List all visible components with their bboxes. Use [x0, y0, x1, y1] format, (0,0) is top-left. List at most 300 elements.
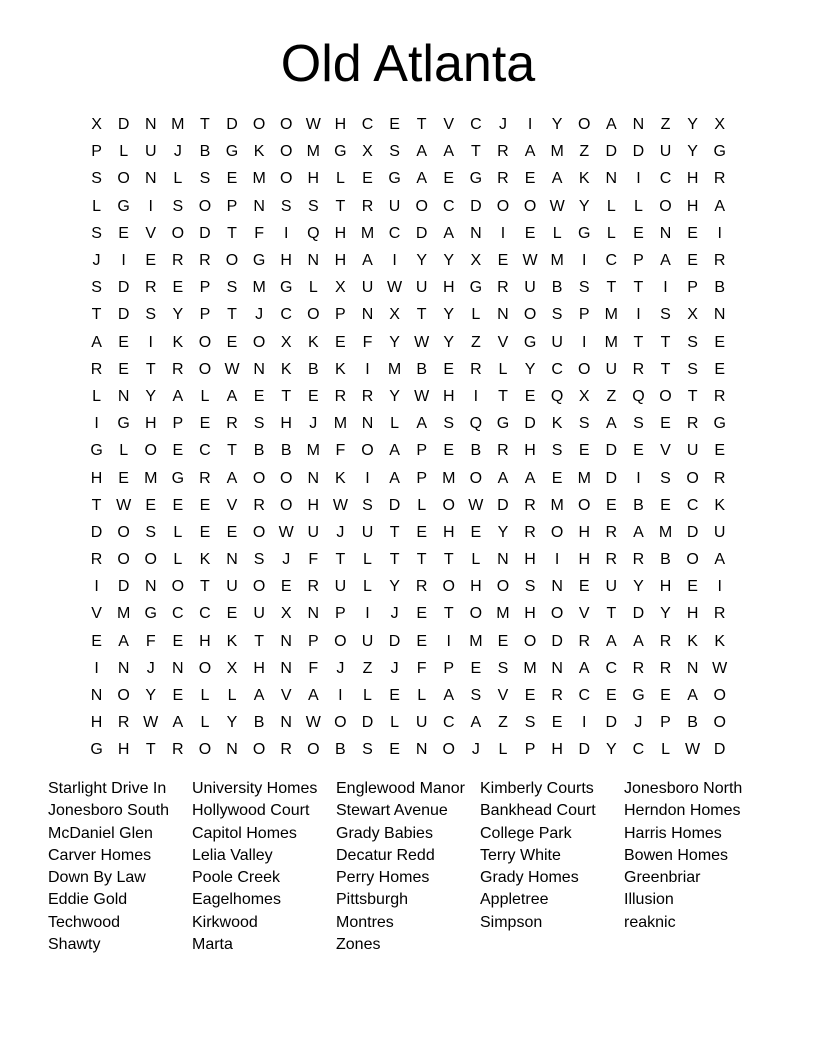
grid-letter: E [605, 496, 617, 514]
grid-letter: I [527, 116, 533, 134]
grid-letter: G [632, 687, 645, 705]
grid-letter: D [226, 116, 238, 134]
grid-letter: T [335, 197, 346, 215]
grid-letter: N [226, 741, 238, 759]
grid-letter: S [578, 415, 590, 433]
grid-letter: E [443, 442, 455, 460]
grid-letter: A [605, 116, 617, 134]
grid-letter: L [363, 687, 372, 705]
grid-letter: S [470, 687, 482, 705]
grid-letter: E [443, 170, 455, 188]
word-list-item: Eagelhomes [192, 891, 281, 909]
grid-letter: E [578, 578, 590, 596]
grid-letter: L [390, 415, 400, 433]
grid-letter: J [255, 306, 264, 324]
grid-letter: O [496, 197, 510, 215]
grid-letter: T [470, 143, 481, 161]
grid-row [83, 492, 733, 519]
grid-letter: Y [687, 143, 698, 161]
grid-row [83, 410, 733, 437]
grid-letter: G [171, 469, 185, 487]
grid-letter: M [360, 224, 375, 242]
grid-letter: G [469, 170, 483, 188]
grid-letter: S [687, 360, 698, 378]
grid-letter: C [686, 496, 699, 514]
grid-letter: M [550, 252, 564, 270]
grid-letter: D [497, 496, 509, 514]
grid-letter: X [687, 306, 698, 324]
grid-letter: P [687, 279, 698, 297]
grid-letter: S [280, 197, 292, 215]
grid-letter: N [253, 197, 265, 215]
grid-letter: W [549, 197, 565, 215]
grid-letter: E [118, 333, 129, 351]
grid-letter: I [663, 279, 668, 297]
grid-letter: T [335, 551, 346, 569]
grid-letter: N [551, 659, 563, 677]
grid-letter: E [226, 333, 238, 351]
grid-letter: W [414, 333, 430, 351]
word-list-item: Decatur Redd [336, 846, 435, 864]
grid-letter: P [199, 306, 211, 324]
grid-letter: S [524, 714, 536, 732]
grid-letter: T [389, 523, 400, 541]
grid-letter: K [335, 360, 346, 378]
word-list-item: University Homes [192, 780, 318, 797]
grid-letter: T [443, 551, 454, 569]
word-column [336, 778, 480, 956]
grid-letter: S [524, 578, 536, 596]
grid-letter: D [713, 741, 726, 759]
grid-letter: R [632, 551, 645, 569]
grid-letter: E [687, 224, 698, 242]
grid-letter: K [551, 415, 563, 433]
grid-letter: G [90, 442, 103, 460]
grid-letter: L [363, 551, 372, 569]
grid-letter: O [307, 741, 320, 759]
grid-letter: E [118, 224, 129, 242]
grid-letter: C [172, 605, 184, 623]
grid-letter: Z [362, 659, 373, 677]
grid-letter: H [307, 496, 320, 514]
grid-letter: Y [389, 578, 400, 596]
grid-letter: E [660, 496, 671, 514]
word-list-item: reaknic [624, 913, 676, 931]
grid-letter: W [414, 387, 430, 405]
grid-letter: L [417, 687, 427, 705]
grid-letter: Y [443, 306, 455, 324]
grid-letter: M [604, 306, 618, 324]
grid-letter: C [442, 714, 455, 732]
grid-letter: X [226, 659, 238, 677]
grid-letter: U [334, 578, 347, 596]
word-list-item: Bankhead Court [480, 802, 596, 820]
grid-letter: I [500, 224, 506, 242]
grid-letter: J [92, 252, 101, 270]
grid-letter: N [415, 741, 428, 759]
grid-letter: W [278, 523, 294, 541]
grid-letter: O [334, 632, 347, 650]
grid-letter: A [714, 197, 726, 215]
grid-letter: T [687, 387, 698, 405]
grid-letter: B [714, 279, 726, 297]
grid-letter: H [280, 252, 292, 270]
grid-letter: E [199, 523, 211, 541]
grid-letter: X [714, 116, 726, 134]
grid-letter: S [253, 415, 265, 433]
grid-letter: N [632, 116, 645, 134]
grid-letter: R [470, 360, 482, 378]
grid-row [83, 709, 733, 736]
grid-letter: E [524, 687, 536, 705]
grid-letter: I [582, 714, 587, 732]
grid-letter: B [470, 442, 482, 460]
grid-letter: F [416, 659, 427, 677]
grid-letter: K [714, 496, 726, 514]
grid-letter: H [686, 605, 699, 623]
grid-letter: A [524, 143, 536, 161]
grid-letter: D [199, 224, 211, 242]
grid-letter: S [253, 551, 265, 569]
grid-letter: F [145, 632, 156, 650]
grid-letter: B [660, 551, 671, 569]
grid-letter: H [524, 551, 536, 569]
grid-letter: M [496, 605, 510, 623]
grid-letter: I [148, 197, 153, 215]
grid-letter: J [336, 659, 345, 677]
grid-letter: T [606, 279, 617, 297]
grid-letter: C [280, 306, 292, 324]
grid-letter: O [279, 469, 293, 487]
grid-letter: S [362, 741, 373, 759]
grid-letter: N [144, 170, 157, 188]
grid-letter: H [117, 741, 130, 759]
grid-letter: R [144, 279, 157, 297]
grid-letter: G [117, 197, 130, 215]
grid-letter: T [633, 333, 644, 351]
grid-letter: R [199, 252, 211, 270]
grid-letter: L [417, 496, 427, 514]
grid-row [83, 573, 733, 600]
grid-letter: O [713, 687, 726, 705]
grid-letter: D [361, 714, 374, 732]
grid-letter: E [199, 496, 211, 514]
grid-letter: I [636, 469, 641, 487]
grid-letter: B [253, 714, 265, 732]
grid-letter: D [605, 143, 618, 161]
word-list-item: Jonesboro South [48, 802, 169, 820]
grid-letter: S [91, 224, 102, 242]
grid-letter: M [252, 279, 266, 297]
grid-letter: O [578, 360, 591, 378]
grid-letter: G [90, 741, 103, 759]
grid-letter: L [200, 714, 210, 732]
grid-letter: L [498, 360, 508, 378]
grid-letter: D [605, 469, 618, 487]
grid-letter: D [388, 632, 401, 650]
grid-letter: Y [145, 387, 157, 405]
grid-letter: E [172, 279, 184, 297]
grid-letter: O [252, 523, 266, 541]
grid-letter: T [416, 116, 427, 134]
grid-letter: B [253, 442, 265, 460]
grid-letter: D [117, 279, 130, 297]
grid-letter: I [94, 659, 99, 677]
grid-letter: P [335, 306, 346, 324]
grid-letter: R [172, 741, 184, 759]
grid-letter: S [687, 333, 698, 351]
grid-letter: M [604, 333, 618, 351]
grid-letter: M [658, 523, 673, 541]
grid-letter: A [226, 387, 238, 405]
grid-letter: B [687, 714, 698, 732]
grid-letter: S [633, 415, 644, 433]
grid-letter: I [365, 360, 370, 378]
grid-letter: L [471, 306, 481, 324]
grid-letter: V [226, 496, 238, 514]
word-column [624, 778, 768, 956]
grid-letter: O [198, 659, 212, 677]
word-list-item: Poole Creek [192, 869, 281, 887]
grid-letter: N [90, 687, 103, 705]
grid-letter: O [279, 170, 293, 188]
grid-letter: O [713, 714, 726, 732]
grid-letter: Y [578, 197, 590, 215]
grid-letter: D [578, 741, 591, 759]
grid-letter: I [94, 415, 99, 433]
grid-letter: U [713, 523, 726, 541]
grid-letter: A [91, 333, 102, 351]
grid-letter: U [659, 143, 672, 161]
grid-letter: U [307, 523, 320, 541]
word-list-item: Herndon Homes [624, 802, 741, 820]
grid-letter: I [717, 224, 722, 242]
grid-letter: T [91, 306, 102, 324]
grid-letter: O [144, 551, 157, 569]
grid-letter: K [199, 551, 211, 569]
grid-letter: R [497, 279, 509, 297]
grid-letter: W [224, 360, 240, 378]
grid-letter: T [145, 360, 156, 378]
grid-letter: A [633, 523, 644, 541]
grid-letter: S [145, 306, 157, 324]
grid-letter: N [713, 306, 726, 324]
grid-letter: M [442, 469, 456, 487]
grid-letter: E [416, 632, 427, 650]
grid-letter: W [712, 659, 728, 677]
grid-letter: O [578, 116, 591, 134]
grid-letter: F [308, 659, 319, 677]
grid-row [83, 519, 733, 546]
grid-letter: W [522, 252, 538, 270]
grid-letter: N [686, 659, 699, 677]
grid-letter: U [361, 632, 374, 650]
grid-row [83, 111, 733, 138]
grid-letter: W [305, 116, 321, 134]
grid-letter: U [361, 279, 374, 297]
grid-letter: P [578, 306, 590, 324]
grid-letter: C [442, 197, 455, 215]
grid-letter: O [198, 333, 212, 351]
grid-letter: R [172, 252, 184, 270]
grid-letter: B [199, 143, 211, 161]
grid-letter: Y [389, 387, 400, 405]
grid-letter: A [443, 224, 455, 242]
grid-letter: S [199, 170, 211, 188]
grid-letter: J [471, 741, 480, 759]
grid-letter: X [578, 387, 590, 405]
word-list-item: Kimberly Courts [480, 780, 594, 797]
grid-letter: D [686, 523, 699, 541]
grid-letter: N [253, 360, 265, 378]
grid-letter: C [659, 170, 672, 188]
grid-letter: A [714, 551, 726, 569]
grid-letter: C [470, 116, 482, 134]
grid-letter: O [279, 496, 293, 514]
grid-letter: P [524, 741, 536, 759]
grid-letter: D [632, 143, 645, 161]
grid-letter: L [200, 687, 210, 705]
grid-letter: C [551, 360, 563, 378]
grid-letter: U [226, 578, 238, 596]
grid-letter: M [387, 360, 402, 378]
grid-letter: V [280, 687, 292, 705]
grid-letter: O [659, 197, 672, 215]
grid-letter: D [632, 605, 645, 623]
grid-letter: S [389, 143, 400, 161]
grid-letter: R [497, 143, 509, 161]
grid-letter: S [443, 415, 455, 433]
grid-letter: J [309, 415, 318, 433]
grid-letter: L [308, 279, 318, 297]
grid-letter: O [578, 496, 591, 514]
grid-letter: E [416, 605, 427, 623]
grid-letter: G [334, 143, 347, 161]
grid-letter: W [685, 741, 701, 759]
grid-letter: O [496, 578, 510, 596]
grid-letter: I [636, 306, 641, 324]
grid-letter: N [307, 605, 320, 623]
grid-letter: N [470, 224, 482, 242]
grid-letter: O [686, 551, 699, 569]
grid-letter: I [636, 170, 641, 188]
word-list-item: Harris Homes [624, 824, 722, 842]
grid-letter: Y [389, 333, 400, 351]
grid-letter: M [577, 469, 591, 487]
grid-letter: P [307, 632, 319, 650]
grid-letter: R [713, 170, 726, 188]
grid-letter: N [605, 170, 618, 188]
grid-letter: S [660, 306, 671, 324]
grid-letter: R [90, 551, 103, 569]
grid-letter: L [606, 197, 616, 215]
word-list-item: Grady Babies [336, 824, 433, 842]
grid-letter: J [336, 523, 345, 541]
grid-letter: L [335, 170, 345, 188]
grid-row [83, 220, 733, 247]
grid-letter: X [470, 252, 482, 270]
grid-letter: D [90, 523, 103, 541]
grid-letter: X [335, 279, 346, 297]
grid-letter: T [254, 632, 264, 650]
grid-letter: A [172, 387, 184, 405]
grid-letter: W [387, 279, 403, 297]
grid-letter: L [661, 741, 670, 759]
grid-letter: D [415, 224, 428, 242]
word-list-item: McDaniel Glen [48, 824, 153, 842]
grid-letter: R [632, 659, 645, 677]
grid-letter: I [94, 578, 99, 596]
grid-row [83, 383, 733, 410]
grid-letter: N [361, 306, 374, 324]
grid-letter: L [173, 523, 183, 541]
grid-letter: E [687, 578, 698, 596]
grid-letter: O [279, 116, 293, 134]
word-column [192, 778, 336, 956]
grid-letter: E [91, 632, 102, 650]
grid-letter: G [713, 415, 726, 433]
page-title: Old Atlanta [280, 35, 536, 93]
grid-row [83, 600, 733, 627]
grid-letter: D [117, 116, 130, 134]
grid-letter: H [442, 279, 455, 297]
grid-letter: G [578, 224, 591, 242]
word-list-item: Hollywood Court [192, 802, 310, 820]
grid-letter: V [578, 605, 590, 623]
grid-letter: A [362, 252, 373, 270]
grid-letter: L [363, 578, 372, 596]
grid-letter: M [523, 659, 537, 677]
grid-letter: X [389, 306, 400, 324]
grid-letter: I [365, 605, 370, 623]
word-list-item: Pittsburgh [336, 891, 409, 909]
grid-row [83, 736, 733, 763]
grid-letter: O [334, 714, 347, 732]
grid-letter: R [172, 360, 184, 378]
grid-letter: H [90, 714, 103, 732]
grid-letter: V [145, 224, 157, 242]
word-list-item: Techwood [48, 913, 121, 931]
grid-letter: R [713, 469, 726, 487]
grid-letter: L [173, 551, 183, 569]
grid-letter: O [415, 197, 428, 215]
grid-letter: M [116, 605, 131, 623]
grid-letter: B [633, 496, 644, 514]
grid-letter: E [172, 496, 184, 514]
grid-letter: O [252, 333, 266, 351]
grid-letter: L [606, 224, 616, 242]
grid-letter: Y [497, 523, 509, 541]
grid-letter: W [468, 496, 484, 514]
grid-letter: O [171, 224, 185, 242]
grid-letter: A [253, 687, 265, 705]
grid-letter: A [470, 714, 482, 732]
grid-letter: L [119, 442, 129, 460]
grid-letter: I [582, 252, 587, 270]
grid-letter: P [226, 197, 238, 215]
word-list-item: Jonesboro North [624, 780, 743, 797]
grid-letter: N [117, 659, 130, 677]
grid-letter: E [307, 387, 319, 405]
word-list-item: Lelia Valley [192, 846, 273, 864]
word-list-item: Carver Homes [48, 846, 152, 864]
grid-letter: O [523, 197, 537, 215]
grid-letter: J [173, 143, 182, 161]
grid-letter: S [497, 659, 509, 677]
grid-letter: E [226, 523, 238, 541]
grid-letter: D [117, 578, 130, 596]
grid-letter: Y [660, 605, 671, 623]
